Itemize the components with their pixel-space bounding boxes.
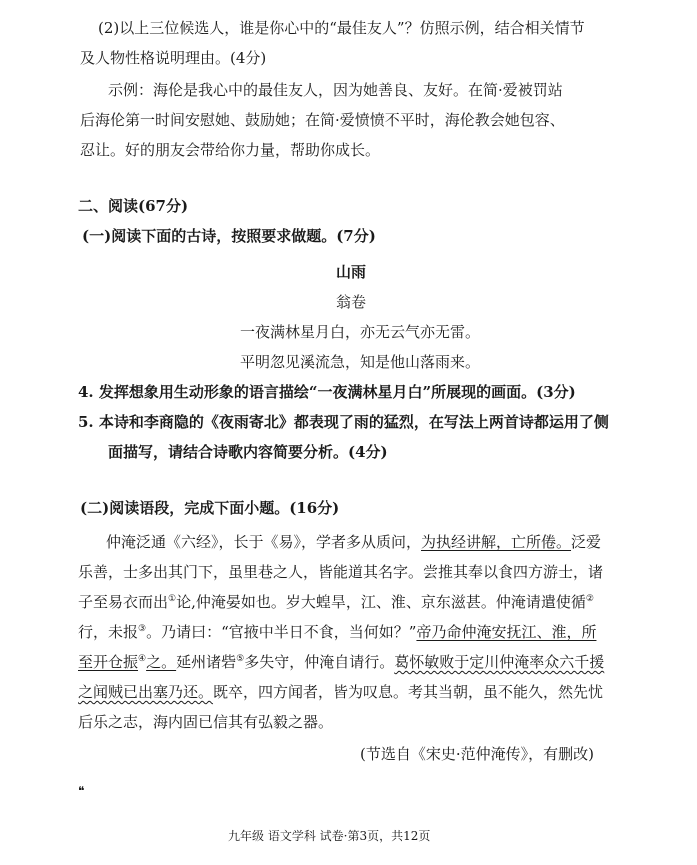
underlined-sentence-1: 为执经讲解，亡所倦。 (421, 533, 572, 551)
passage-line-3 (78, 592, 594, 612)
underlined-sentence-2-cont: 至开仓振 (78, 653, 139, 671)
note-4: ④ (138, 654, 147, 664)
page-footer: 九年级 语文学科 试卷·第3页，共12页 (228, 829, 431, 843)
passage-text: 仲淹泛通《六经》，长于《易》，学者多从质问， (106, 533, 422, 551)
wavy-underlined-sentence-cont: 之闻贼已出塞乃还。 (78, 683, 214, 701)
question-5-line-2: 面描写，请结合诗歌内容简要分析。(4分) (108, 443, 388, 461)
question-4: 4. 发挥想象用生动形象的语言描绘“一夜满林星月白”所展现的画面。(3分) (78, 383, 576, 401)
passage-text: 子至易衣而出 (78, 593, 169, 611)
example-line-2: 后海伦第一时间安慰她、鼓励她；在简·爱愤愤不平时，海伦教会她包容、 (80, 111, 565, 129)
example-line-1: 示例：海伦是我心中的最佳友人，因为她善良、友好。在简·爱被罚站 (108, 81, 563, 99)
passage-line-1 (106, 532, 601, 552)
corner-mark: ❝ (78, 784, 85, 798)
part-2-title: (二)阅读语段，完成下面小题。(16分) (80, 499, 340, 517)
question-2-line-1: (2)以上三位候选人，谁是你心中的“最佳友人”？仿照示例，结合相关情节 (98, 19, 585, 37)
note-3: ③ (138, 624, 147, 634)
underlined-sentence-2: 帝乃命仲淹安抚江、淮，所 (416, 623, 597, 641)
question-5-line-1: 5. 本诗和李商隐的《夜雨寄北》都表现了雨的猛烈，在写法上两首诗都运用了侧 (78, 413, 609, 431)
poem-line-1: 一夜满林星月白，亦无云气亦无雷。 (240, 323, 481, 341)
poem-line-2: 平明忽见溪流急，知是他山落雨来。 (240, 353, 481, 371)
passage-text: 延州诸砦 (176, 653, 237, 671)
passage-text: 多失守，仲淹自请行。 (244, 653, 395, 671)
passage-text: 论,仲淹晏如也。岁大蝗旱，江、淮、京东滋甚。仲淹请遣使循 (176, 593, 586, 611)
passage-line-2: 乐善，士多出其门下，虽里巷之人，皆能道其名字。尝推其奉以食四方游士，诸 (78, 563, 604, 581)
part-1-title: (一)阅读下面的古诗，按照要求做题。(7分) (82, 227, 376, 245)
passage-line-6 (78, 682, 603, 702)
passage-text: 既卒，四方闻者，皆为叹息。考其当朝，虽不能久，然先忧 (213, 683, 604, 701)
poem-author: 翁卷 (336, 293, 367, 311)
passage-source: (节选自《宋史·范仲淹传》，有删改) (360, 745, 594, 763)
note-2: ② (585, 594, 594, 604)
passage-line-4 (78, 622, 596, 642)
underlined-sentence-2-end: 之。 (146, 653, 177, 671)
example-line-3: 忍让。好的朋友会带给你力量，帮助你成长。 (80, 141, 381, 159)
note-1: ① (168, 594, 177, 604)
question-2-line-2: 及人物性格说明理由。(4分) (80, 49, 267, 67)
wavy-underlined-sentence: 葛怀敏败于定川仲淹率众六千援 (394, 653, 605, 671)
poem-title: 山雨 (336, 263, 367, 281)
passage-text: 。乃请曰：“官掖中半日不食，当何如？” (146, 623, 417, 641)
note-5: ⑤ (236, 654, 245, 664)
passage-line-5 (78, 652, 604, 672)
section-2-title: 二、阅读(67分) (78, 197, 189, 215)
passage-text: 行，未报 (78, 623, 139, 641)
passage-line-7: 后乐之志，海内固已信其有弘毅之器。 (78, 713, 334, 731)
passage-text: 泛爱 (571, 533, 602, 551)
